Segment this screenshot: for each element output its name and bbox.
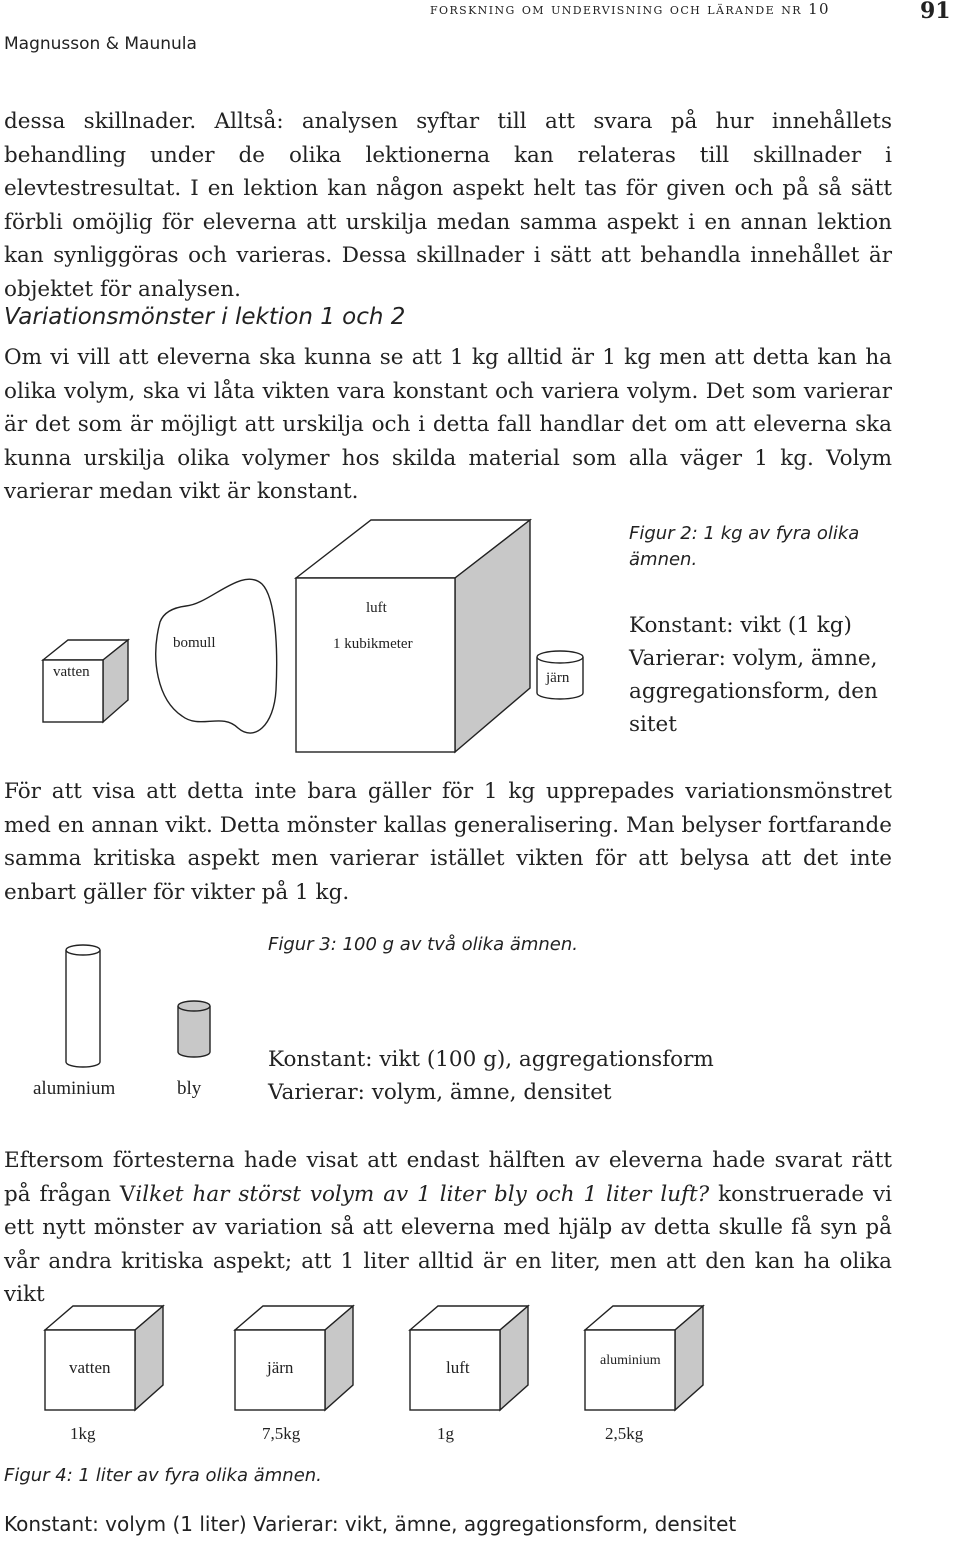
figure-4-caption: Figur 4: 1 liter av fyra olika ämnen. xyxy=(4,1465,322,1486)
paragraph-2: Om vi vill att eleverna ska kunna se att 1 kg alltid är 1 kg men att detta kan ha olika volym, ska vi låta vikten vara konstant och variera volym. Det som varierar är det som är möjligt att urskilja och i detta fall handlar det om att eleverna ska kunna urskilja olika volymer hos skilda material som alla väger 1 kg. Volym varierar medan vikt är konstant. xyxy=(4,345,892,505)
figure-2-description xyxy=(629,609,889,741)
paragraph-3: För att visa att detta inte bara gäller för 1 kg upprepades variationsmönstret med en annan vikt. Detta mönster kallas generalisering. Man belyser fortfarande samma kritiska aspekt men varierar istället vikten för att belysa att det inte enbart gäller för vikter på 1 kg. xyxy=(4,779,892,905)
paragraph-4 xyxy=(4,1144,892,1312)
luft-cube xyxy=(296,520,530,752)
paragraph-1: dessa skillnader. Alltså: analysen syftar till att svara på hur innehållets behandling under de olika lektionerna kan relateras till skillnader i elevtestresultat. I en lektion kan någon aspekt helt tas för given och på så sätt förbli omöjlig för eleverna att urskilja medan samma aspekt i en annan lektion kan synliggöras och varieras. Dessa skillnader i sätt att behandla innehållet är objektet för analysen. xyxy=(4,109,892,302)
figure-3-caption: Figur 3: 100 g av två olika ämnen. xyxy=(268,934,579,955)
authors: Magnusson & Maunula xyxy=(4,34,197,54)
vatten-cube xyxy=(43,640,128,722)
cube-label-vatten: vatten xyxy=(69,1358,111,1377)
paragraph-4-question: ilket har störst volym av 1 liter bly och 1 liter luft? xyxy=(135,1181,710,1207)
aluminium-cylinder xyxy=(66,945,100,1067)
label-luft: luft xyxy=(366,600,387,616)
paragraph-4-end: konstruerade vi ett nytt mönster av variation så att eleverna med hjälp av detta skulle få syn på vår andra kritiska aspekt; att 1 liter alltid är en liter, men att den kan ha olika vikt xyxy=(4,1181,892,1308)
figure-2-caption: Figur 2: 1 kg av fyra olika ämnen. xyxy=(629,523,860,570)
paragraph-4-start: Eftersom förtesterna hade visat att endast hälften av eleverna hade svarat rätt på frågan V xyxy=(4,1148,892,1207)
label-vatten: vatten xyxy=(53,664,90,680)
page-number: 91 xyxy=(920,0,951,24)
bomull-blob xyxy=(156,579,277,733)
figure-4-summary: Konstant: volym (1 liter) Varierar: vikt, ämne, aggregationsform, densitet xyxy=(4,1512,737,1536)
label-jarn: järn xyxy=(546,670,570,686)
figure4-cube-jarn xyxy=(235,1306,353,1410)
cube-weight-vatten: 1kg xyxy=(70,1424,96,1443)
cube-label-luft: luft xyxy=(446,1358,470,1377)
section-heading: Variationsmönster i lektion 1 och 2 xyxy=(4,304,406,330)
label-kubikmeter: 1 kubikmeter xyxy=(333,636,413,652)
figure-3-description xyxy=(268,1043,908,1109)
figure-2-konstant: Konstant: vikt (1 kg) xyxy=(629,613,852,638)
running-head: forskning om undervisning och lärande nr 10 xyxy=(430,0,830,18)
label-aluminium: aluminium xyxy=(33,1078,116,1099)
figure-2-varierar-2: aggregationsform, den xyxy=(629,679,878,704)
figure-2-varierar-1: Varierar: volym, ämne, xyxy=(629,646,878,671)
cube-label-aluminium: aluminium xyxy=(600,1353,661,1368)
figure-2-varierar-3: sitet xyxy=(629,712,677,737)
cube-weight-aluminium: 2,5kg xyxy=(605,1424,644,1443)
label-bomull: bomull xyxy=(173,635,216,651)
cube-weight-jarn: 7,5kg xyxy=(262,1424,301,1443)
cube-weight-luft: 1g xyxy=(437,1424,454,1443)
label-bly: bly xyxy=(177,1078,202,1099)
figure-3-konstant: Konstant: vikt (100 g), aggregationsform xyxy=(268,1047,714,1072)
cube-label-jarn: järn xyxy=(267,1358,294,1377)
figure-3-varierar: Varierar: volym, ämne, densitet xyxy=(268,1080,612,1105)
bly-cylinder xyxy=(178,1001,210,1057)
